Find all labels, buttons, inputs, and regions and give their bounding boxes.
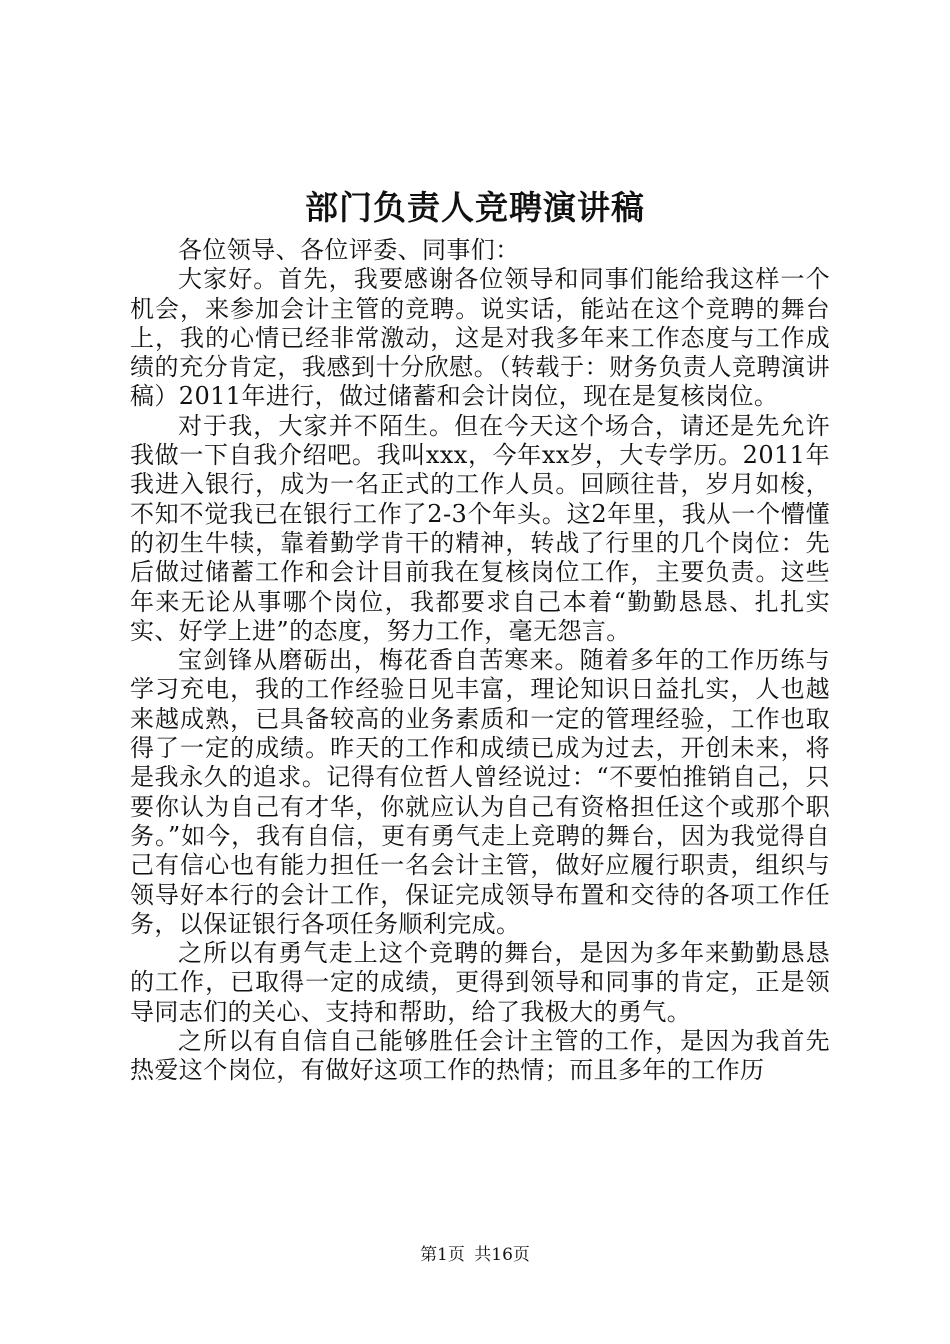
paragraph: 对于我，大家并不陌生。但在今天这个场合，请还是先允许我做一下自我介绍吧。我叫xxx，今年xx岁，大专学历。2011年我进入银行，成为一名正式的工作人员。回顾往昔，岁月如梭，不知不觉我已在银行工作了2-3个年头。这2年里，我从一个懵懂的初生牛犊，靠着勤学肯干的精神，转战了行里的几个岗位：先后做过储蓄工作和会计目前我在复核岗位工作，主要负责。这些年来无论从事哪个岗位，我都要求自己本着“勤勤恳恳、扎扎实实、好学上进”的态度，努力工作，毫无怨言。 xyxy=(130,411,830,645)
paragraph: 之所以有自信自己能够胜任会计主管的工作，是因为我首先热爱这个岗位，有做好这项工作的热情；而且多年的工作历 xyxy=(130,1027,830,1085)
page-footer xyxy=(0,1244,950,1266)
paragraph: 大家好。首先，我要感谢各位领导和同事们能给我这样一个机会，来参加会计主管的竞聘。说实话，能站在这个竞聘的舞台上，我的心情已经非常激动，这是对我多年来工作态度与工作成绩的充分肯定，我感到十分欣慰。（转载于：财务负责人竞聘演讲稿）2011年进行，做过储蓄和会计岗位，现在是复核岗位。 xyxy=(130,265,830,411)
paragraph: 宝剑锋从磨砺出，梅花香自苦寒来。随着多年的工作历练与学习充电，我的工作经验日见丰富，理论知识日益扎实，人也越来越成熟，已具备较高的业务素质和一定的管理经验，工作也取得了一定的成绩。昨天的工作和成绩已成为过去，开创未来，将是我永久的追求。记得有位哲人曾经说过：“不要怕推销自己，只要你认为自己有才华，你就应认为自己有资格担任这个或那个职务。”如今，我有自信，更有勇气走上竞聘的舞台，因为我觉得自己有信心也有能力担任一名会计主管，做好应履行职责，组织与领导好本行的会计工作，保证完成领导布置和交待的各项工作任务，以保证银行各项任务顺利完成。 xyxy=(130,646,830,938)
paragraph: 之所以有勇气走上这个竞聘的舞台，是因为多年来勤勤恳恳的工作，已取得一定的成绩，更得到领导和同事的肯定，正是领导同志们的关心、支持和帮助，给了我极大的勇气。 xyxy=(130,939,830,1026)
document-title: 部门负责人竞聘演讲稿 xyxy=(305,188,645,227)
page-number: 第1页 xyxy=(420,1245,465,1265)
total-pages: 共16页 xyxy=(474,1245,530,1265)
paragraph-greeting: 各位领导、各位评委、同事们： xyxy=(178,236,520,264)
document-body xyxy=(130,236,830,1086)
